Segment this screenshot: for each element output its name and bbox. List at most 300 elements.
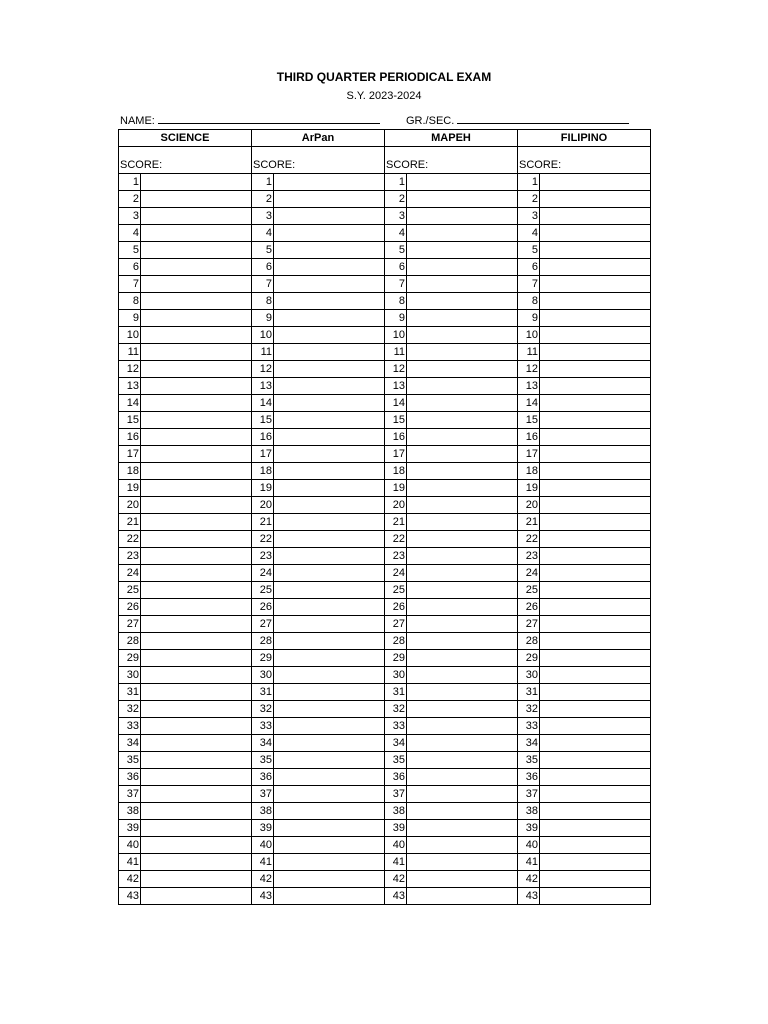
answer-cell[interactable] [407,684,518,701]
item-number: 20 [252,497,274,514]
answer-cell[interactable] [540,616,651,633]
item-number: 40 [385,837,407,854]
score-label: SCORE: [386,159,429,171]
answer-cell[interactable] [407,871,518,888]
item-number: 26 [252,599,274,616]
item-number: 28 [385,633,407,650]
answer-cell[interactable] [407,293,518,310]
answer-row [119,837,651,854]
answer-cell[interactable] [274,259,385,276]
item-number: 30 [252,667,274,684]
score-label: SCORE: [120,159,163,171]
item-number: 36 [518,769,540,786]
answer-cell[interactable] [274,446,385,463]
item-number: 4 [385,225,407,242]
answer-cell[interactable] [540,854,651,871]
answer-cell[interactable] [274,310,385,327]
answer-cell[interactable] [274,242,385,259]
item-number: 16 [252,429,274,446]
answer-cell[interactable] [274,514,385,531]
item-number: 17 [119,446,141,463]
answer-cell[interactable] [141,684,252,701]
answer-cell[interactable] [274,599,385,616]
answer-cell[interactable] [141,514,252,531]
answer-row [119,174,651,191]
answer-cell[interactable] [540,667,651,684]
item-number: 28 [518,633,540,650]
answer-cell[interactable] [540,480,651,497]
item-number: 5 [518,242,540,259]
answer-cell[interactable] [274,565,385,582]
answer-cell[interactable] [141,378,252,395]
answer-cell[interactable] [141,650,252,667]
item-number: 1 [252,174,274,191]
item-number: 17 [252,446,274,463]
answer-cell[interactable] [540,208,651,225]
answer-cell[interactable] [274,650,385,667]
answer-cell[interactable] [407,344,518,361]
answer-cell[interactable] [540,735,651,752]
answer-cell[interactable] [407,378,518,395]
answer-cell[interactable] [274,837,385,854]
item-number: 28 [119,633,141,650]
item-number: 38 [119,803,141,820]
answer-cell[interactable] [141,242,252,259]
answer-cell[interactable] [540,310,651,327]
item-number: 13 [252,378,274,395]
answer-cell[interactable] [540,633,651,650]
answer-cell[interactable] [274,429,385,446]
answer-row [119,888,651,905]
answer-cell[interactable] [141,293,252,310]
answer-cell[interactable] [274,276,385,293]
item-number: 10 [385,327,407,344]
item-number: 8 [252,293,274,310]
answer-cell[interactable] [274,191,385,208]
answer-cell[interactable] [540,242,651,259]
item-number: 7 [518,276,540,293]
answer-cell[interactable] [407,650,518,667]
answer-cell[interactable] [274,174,385,191]
answer-cell[interactable] [141,412,252,429]
answer-cell[interactable] [274,225,385,242]
answer-cell[interactable] [274,820,385,837]
answer-row [119,463,651,480]
answer-row [119,735,651,752]
item-number: 30 [518,667,540,684]
answer-cell[interactable] [274,616,385,633]
item-number: 40 [252,837,274,854]
answer-cell[interactable] [274,582,385,599]
item-number: 1 [119,174,141,191]
answer-cell[interactable] [141,395,252,412]
answer-cell[interactable] [274,667,385,684]
answer-cell[interactable] [274,786,385,803]
answer-cell[interactable] [540,718,651,735]
item-number: 42 [252,871,274,888]
item-number: 24 [518,565,540,582]
answer-cell[interactable] [540,599,651,616]
item-number: 11 [252,344,274,361]
answer-cell[interactable] [141,480,252,497]
item-number: 7 [252,276,274,293]
item-number: 1 [518,174,540,191]
grsec-field-row [406,113,629,127]
item-number: 39 [518,820,540,837]
answer-cell[interactable] [407,769,518,786]
answer-cell[interactable] [540,548,651,565]
answer-cell[interactable] [141,888,252,905]
item-number: 35 [252,752,274,769]
item-number: 35 [518,752,540,769]
answer-cell[interactable] [540,225,651,242]
answer-cell[interactable] [274,412,385,429]
item-number: 35 [119,752,141,769]
answer-cell[interactable] [274,395,385,412]
answer-cell[interactable] [274,684,385,701]
answer-cell[interactable] [540,701,651,718]
answer-cell[interactable] [407,735,518,752]
item-number: 15 [252,412,274,429]
answer-cell[interactable] [141,599,252,616]
answer-cell[interactable] [141,259,252,276]
item-number: 26 [385,599,407,616]
item-number: 43 [119,888,141,905]
answer-row [119,310,651,327]
answer-cell[interactable] [540,650,651,667]
answer-cell[interactable] [540,259,651,276]
score-cell[interactable] [119,147,252,174]
answer-row [119,259,651,276]
answer-cell[interactable] [540,378,651,395]
answer-cell[interactable] [540,531,651,548]
answer-cell[interactable] [407,259,518,276]
answer-cell[interactable] [407,854,518,871]
answer-cell[interactable] [540,395,651,412]
answer-cell[interactable] [407,548,518,565]
item-number: 9 [385,310,407,327]
answer-cell[interactable] [274,531,385,548]
answer-cell[interactable] [141,667,252,684]
item-number: 31 [385,684,407,701]
answer-cell[interactable] [274,803,385,820]
item-number: 37 [252,786,274,803]
answer-cell[interactable] [141,191,252,208]
answer-cell[interactable] [141,752,252,769]
answer-cell[interactable] [274,769,385,786]
item-number: 39 [252,820,274,837]
item-number: 12 [518,361,540,378]
item-number: 32 [252,701,274,718]
answer-cell[interactable] [274,718,385,735]
item-number: 24 [119,565,141,582]
answer-cell[interactable] [274,888,385,905]
answer-cell[interactable] [540,361,651,378]
answer-cell[interactable] [540,429,651,446]
item-number: 24 [385,565,407,582]
item-number: 37 [385,786,407,803]
answer-cell[interactable] [274,735,385,752]
answer-cell[interactable] [540,769,651,786]
item-number: 11 [518,344,540,361]
answer-row [119,395,651,412]
answer-cell[interactable] [141,616,252,633]
answer-cell[interactable] [274,293,385,310]
answer-cell[interactable] [540,327,651,344]
item-number: 22 [385,531,407,548]
answer-cell[interactable] [141,786,252,803]
answer-cell[interactable] [407,667,518,684]
answer-cell[interactable] [540,276,651,293]
answer-cell[interactable] [407,480,518,497]
item-number: 9 [252,310,274,327]
answer-row [119,242,651,259]
item-number: 21 [252,514,274,531]
item-number: 32 [385,701,407,718]
item-number: 36 [252,769,274,786]
answer-row [119,378,651,395]
answer-cell[interactable] [274,463,385,480]
answer-row [119,650,651,667]
answer-cell[interactable] [407,565,518,582]
answer-cell[interactable] [407,208,518,225]
item-number: 17 [385,446,407,463]
answer-cell[interactable] [141,174,252,191]
answer-cell[interactable] [540,174,651,191]
item-number: 24 [252,565,274,582]
answer-cell[interactable] [540,786,651,803]
item-number: 9 [119,310,141,327]
answer-cell[interactable] [141,208,252,225]
item-number: 19 [518,480,540,497]
answer-cell[interactable] [141,463,252,480]
item-number: 19 [385,480,407,497]
answer-cell[interactable] [141,344,252,361]
answer-cell[interactable] [141,854,252,871]
score-cell[interactable] [518,147,651,174]
answer-row [119,446,651,463]
answer-cell[interactable] [407,310,518,327]
grsec-field[interactable] [457,113,629,124]
item-number: 34 [385,735,407,752]
item-number: 23 [119,548,141,565]
answer-cell[interactable] [407,786,518,803]
answer-cell[interactable] [407,514,518,531]
answer-cell[interactable] [141,837,252,854]
answer-cell[interactable] [407,429,518,446]
item-number: 12 [119,361,141,378]
answer-cell[interactable] [407,803,518,820]
answer-cell[interactable] [407,752,518,769]
item-number: 26 [518,599,540,616]
item-number: 8 [518,293,540,310]
item-number: 40 [119,837,141,854]
answer-cell[interactable] [407,225,518,242]
answer-cell[interactable] [540,497,651,514]
answer-cell[interactable] [141,225,252,242]
subject-header: MAPEH [385,130,518,147]
answer-cell[interactable] [141,701,252,718]
answer-cell[interactable] [540,871,651,888]
answer-cell[interactable] [407,191,518,208]
answer-cell[interactable] [274,208,385,225]
answer-cell[interactable] [141,327,252,344]
item-number: 33 [385,718,407,735]
answer-cell[interactable] [540,888,651,905]
score-cell[interactable] [252,147,385,174]
item-number: 25 [119,582,141,599]
item-number: 23 [252,548,274,565]
answer-cell[interactable] [540,514,651,531]
answer-row [119,293,651,310]
answer-cell[interactable] [141,871,252,888]
answer-cell[interactable] [407,446,518,463]
answer-cell[interactable] [141,446,252,463]
answer-row [119,616,651,633]
item-number: 27 [385,616,407,633]
item-number: 41 [119,854,141,871]
answer-cell[interactable] [407,599,518,616]
item-number: 42 [518,871,540,888]
score-cell[interactable] [385,147,518,174]
item-number: 21 [385,514,407,531]
subject-header: SCIENCE [119,130,252,147]
answer-row [119,701,651,718]
item-number: 5 [252,242,274,259]
item-number: 42 [385,871,407,888]
answer-cell[interactable] [141,310,252,327]
answer-cell[interactable] [540,412,651,429]
answer-cell[interactable] [141,497,252,514]
item-number: 29 [518,650,540,667]
answer-cell[interactable] [141,565,252,582]
answer-cell[interactable] [540,837,651,854]
answer-cell[interactable] [540,446,651,463]
item-number: 3 [518,208,540,225]
item-number: 23 [385,548,407,565]
item-number: 38 [385,803,407,820]
answer-cell[interactable] [407,412,518,429]
answer-row [119,480,651,497]
answer-cell[interactable] [407,718,518,735]
answer-cell[interactable] [141,429,252,446]
answer-row [119,208,651,225]
answer-cell[interactable] [540,752,651,769]
answer-cell[interactable] [540,463,651,480]
item-number: 27 [518,616,540,633]
answer-cell[interactable] [274,480,385,497]
answer-cell[interactable] [407,820,518,837]
answer-cell[interactable] [407,276,518,293]
name-label: NAME: [120,115,155,127]
answer-cell[interactable] [540,803,651,820]
answer-cell[interactable] [540,684,651,701]
item-number: 38 [252,803,274,820]
item-number: 34 [518,735,540,752]
item-number: 33 [518,718,540,735]
answer-cell[interactable] [540,293,651,310]
answer-cell[interactable] [141,803,252,820]
answer-cell[interactable] [274,854,385,871]
answer-cell[interactable] [141,276,252,293]
answer-cell[interactable] [407,174,518,191]
item-number: 37 [518,786,540,803]
item-number: 15 [518,412,540,429]
answer-cell[interactable] [274,871,385,888]
answer-cell[interactable] [540,820,651,837]
item-number: 32 [518,701,540,718]
answer-sheet-table [118,129,651,905]
answer-cell[interactable] [407,582,518,599]
answer-cell[interactable] [274,344,385,361]
school-year: S.Y. 2023-2024 [346,90,422,102]
answer-cell[interactable] [141,820,252,837]
answer-cell[interactable] [407,837,518,854]
answer-cell[interactable] [274,327,385,344]
item-number: 33 [119,718,141,735]
answer-cell[interactable] [274,548,385,565]
answer-cell[interactable] [274,497,385,514]
item-number: 13 [119,378,141,395]
answer-cell[interactable] [141,718,252,735]
item-number: 14 [252,395,274,412]
item-number: 31 [518,684,540,701]
item-number: 22 [119,531,141,548]
answer-cell[interactable] [407,616,518,633]
answer-cell[interactable] [141,361,252,378]
answer-cell[interactable] [141,769,252,786]
answer-cell[interactable] [540,191,651,208]
answer-cell[interactable] [407,701,518,718]
answer-cell[interactable] [540,582,651,599]
answer-cell[interactable] [141,531,252,548]
answer-cell[interactable] [407,327,518,344]
answer-cell[interactable] [407,531,518,548]
answer-cell[interactable] [274,633,385,650]
item-number: 13 [385,378,407,395]
name-field[interactable] [158,113,380,124]
answer-cell[interactable] [141,582,252,599]
answer-cell[interactable] [407,888,518,905]
answer-row [119,820,651,837]
answer-cell[interactable] [540,344,651,361]
answer-cell[interactable] [141,735,252,752]
answer-cell[interactable] [141,633,252,650]
answer-cell[interactable] [407,361,518,378]
answer-cell[interactable] [274,701,385,718]
answer-cell[interactable] [274,752,385,769]
answer-row [119,871,651,888]
answer-cell[interactable] [407,242,518,259]
score-row [119,147,651,174]
item-number: 18 [252,463,274,480]
answer-cell[interactable] [407,497,518,514]
item-number: 1 [385,174,407,191]
answer-cell[interactable] [141,548,252,565]
item-number: 22 [252,531,274,548]
item-number: 29 [119,650,141,667]
answer-cell[interactable] [407,633,518,650]
answer-cell[interactable] [540,565,651,582]
item-number: 8 [385,293,407,310]
answer-cell[interactable] [274,361,385,378]
answer-row [119,514,651,531]
answer-cell[interactable] [274,378,385,395]
item-number: 11 [119,344,141,361]
item-number: 16 [518,429,540,446]
answer-cell[interactable] [407,395,518,412]
answer-cell[interactable] [407,463,518,480]
